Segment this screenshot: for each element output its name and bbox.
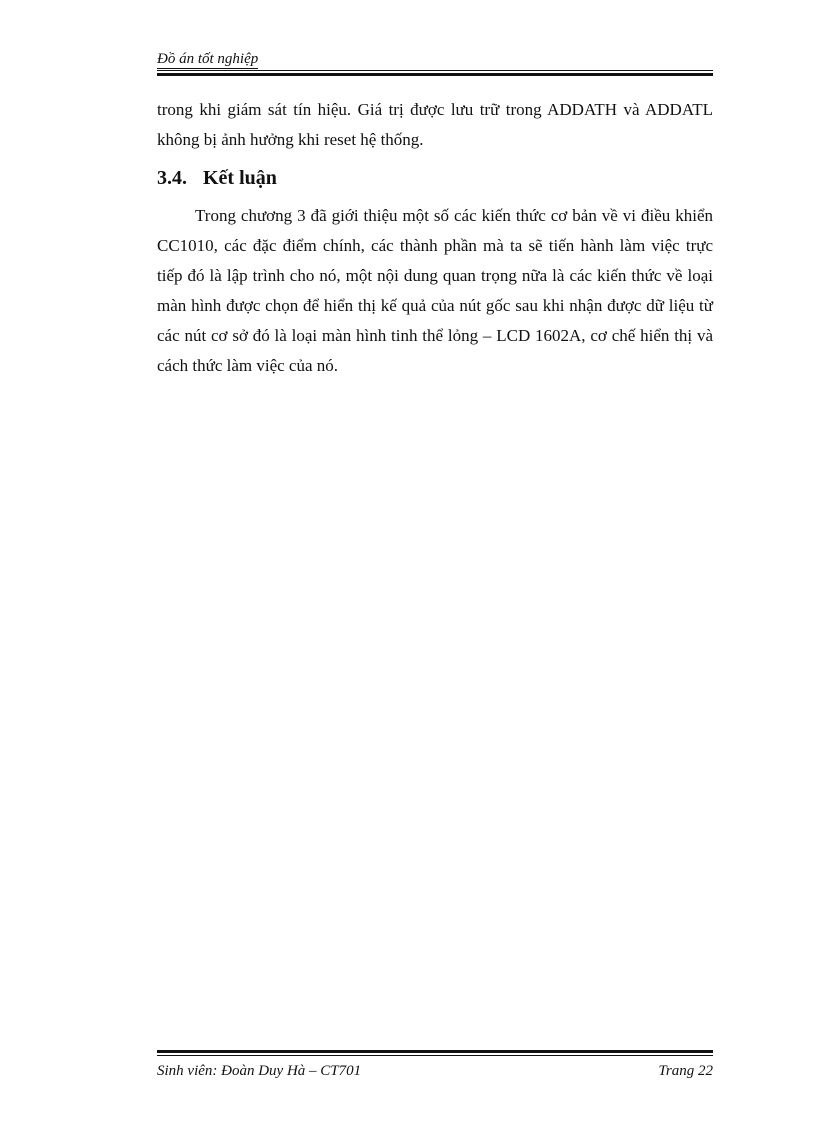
page-footer <box>157 1050 713 1080</box>
section-title: Kết luận <box>203 167 277 189</box>
footer-rule <box>157 1050 713 1053</box>
header-rule <box>157 70 713 71</box>
continuation-paragraph: trong khi giám sát tín hiệu. Giá trị được lưu trữ trong ADDATH và ADDATL không bị ảnh hưởng khi reset hệ thống. <box>157 100 713 149</box>
section-number: 3.4. <box>157 167 187 189</box>
footer-page-number: Trang 22 <box>658 1063 713 1079</box>
footer-row <box>157 1062 713 1080</box>
section-heading <box>157 163 713 193</box>
page-body <box>157 95 713 381</box>
conclusion-paragraph: Trong chương 3 đã giới thiệu một số các kiến thức cơ bản về vi điều khiển CC1010, các đặc điểm chính, các thành phần mà ta sẽ tiến hành làm việc trực tiếp đó là lập trình cho nó, một nội dung quan trọng nữa là các kiến thức về loại màn hình được chọn để hiển thị kế quả của nút gốc sau khi nhận được dữ liệu từ các nút cơ sở đó là loại màn hình tinh thể lỏng – LCD 1602A, cơ chế hiển thị và cách thức làm việc của nó. <box>157 206 713 375</box>
footer-student: Sinh viên: Đoàn Duy Hà – CT701 <box>157 1063 362 1079</box>
header-title: Đồ án tốt nghiệp <box>157 51 259 67</box>
page-header <box>157 50 713 71</box>
